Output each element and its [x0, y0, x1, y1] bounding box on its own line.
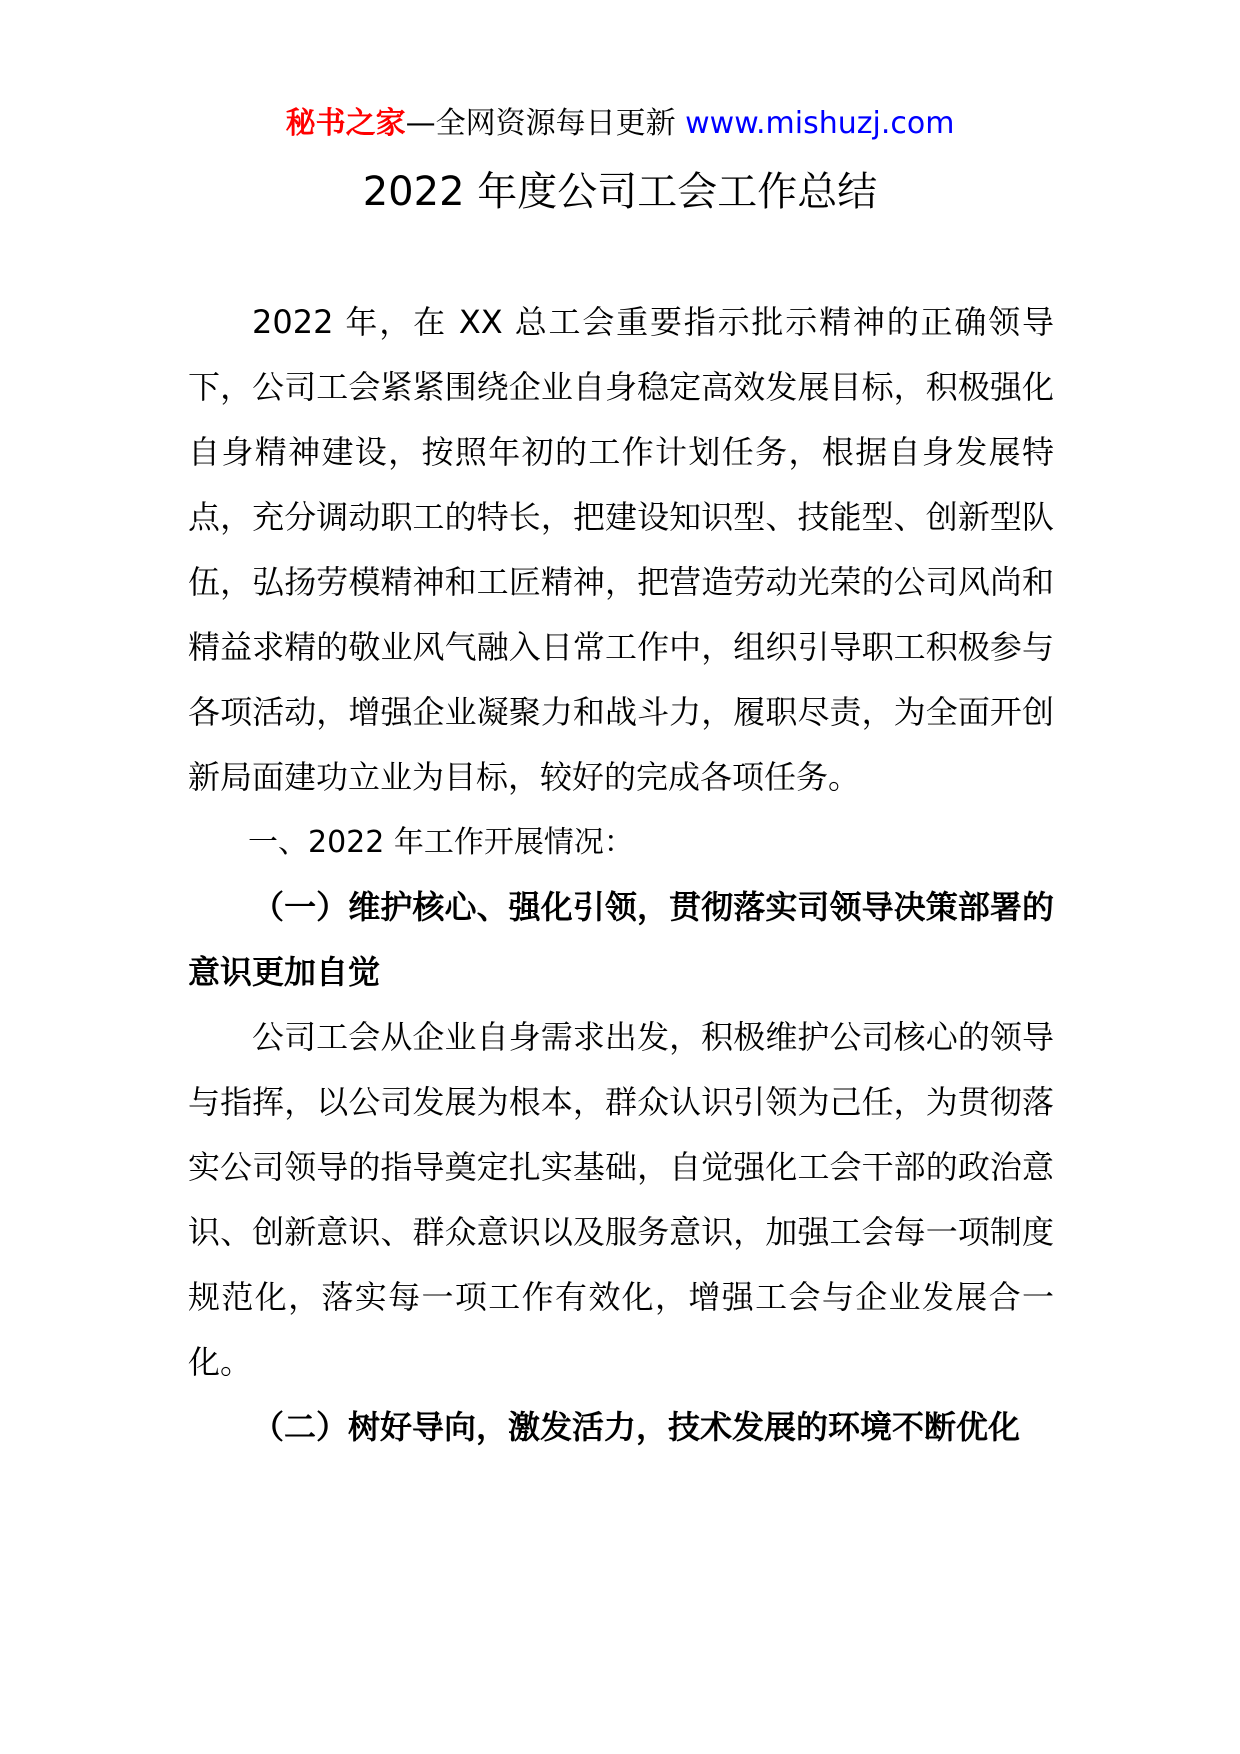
body-paragraph: 公司工会从企业自身需求出发，积极维护公司核心的领导与指挥，以公司发展为根本，群众认识引领为己任，为贯彻落实公司领导的指导奠定扎实基础，自觉强化工会干部的政治意识、创新意识、群众意识以及服务意识，加强工会每一项制度规范化，落实每一项工作有效化，增强工会与企业发展合一化。 — [188, 1018, 1054, 1381]
subsection-heading-1: （一）维护核心、强化引领，贯彻落实司领导决策部署的意识更加自觉 — [188, 888, 1054, 991]
watermark-header — [0, 100, 1240, 148]
document-body — [188, 290, 1054, 1460]
intro-paragraph: 2022 年，在 XX 总工会重要指示批示精神的正确领导下，公司工会紧紧围绕企业自身稳定高效发展目标，积极强化自身精神建设，按照年初的工作计划任务，根据自身发展特点，充分调动职工的特长，把建设知识型、技能型、创新型队伍，弘扬劳模精神和工匠精神，把营造劳动光荣的公司风尚和精益求精的敬业风气融入日常工作中，组织引导职工积极参与各项活动，增强企业凝聚力和战斗力，履职尽责，为全面开创新局面建功立业为目标，较好的完成各项任务。 — [188, 303, 1054, 796]
header-tagline: —全网资源每日更新 — [405, 106, 686, 141]
document-title: 2022 年度公司工会工作总结 — [362, 169, 878, 215]
site-url: www.mishuzj.com — [685, 106, 955, 141]
section-heading: 一、2022 年工作开展情况： — [248, 825, 634, 860]
brand-name: 秘书之家 — [285, 106, 406, 141]
subsection-heading-2: （二）树好导向，激发活力，技术发展的环境不断优化 — [252, 1408, 1021, 1446]
